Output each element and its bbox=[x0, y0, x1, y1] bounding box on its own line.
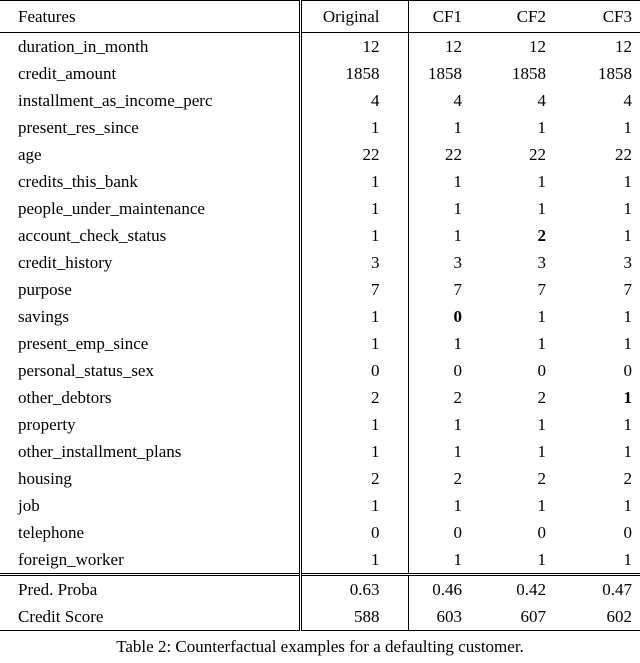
table-row bbox=[0, 60, 640, 87]
feature-name: other_debtors bbox=[0, 384, 300, 411]
feature-name: people_under_maintenance bbox=[0, 195, 300, 222]
value-cell: 3 bbox=[623, 253, 632, 272]
table-row bbox=[0, 330, 640, 357]
value-cell: 4 bbox=[623, 91, 632, 110]
value-cell: 22 bbox=[529, 145, 546, 164]
feature-name: present_res_since bbox=[0, 114, 300, 141]
value-cell: 0 bbox=[300, 357, 408, 384]
value-cell: 607 bbox=[470, 603, 554, 631]
value-cell: 1 bbox=[300, 411, 408, 438]
value-cell: 0 bbox=[453, 307, 462, 326]
header-column: CF2 bbox=[516, 7, 546, 26]
value-cell: 1 bbox=[623, 550, 632, 569]
value-cell: 1 bbox=[537, 415, 546, 434]
value-cell: 1 bbox=[623, 199, 632, 218]
value-cell: 7 bbox=[300, 276, 408, 303]
value-cell: 1 bbox=[537, 550, 546, 569]
table-row bbox=[0, 168, 640, 195]
value-cell: 1 bbox=[453, 550, 462, 569]
value-cell: 3 bbox=[300, 249, 408, 276]
value-cell: 7 bbox=[453, 280, 462, 299]
table-row bbox=[0, 575, 640, 604]
feature-name: property bbox=[0, 411, 300, 438]
header-row bbox=[0, 1, 640, 33]
header-features: Features bbox=[0, 1, 300, 33]
table-caption: Table 2: Counterfactual examples for a defaulting customer. bbox=[116, 637, 524, 656]
feature-name: personal_status_sex bbox=[0, 357, 300, 384]
value-cell: 2 bbox=[453, 469, 462, 488]
table-row bbox=[0, 303, 640, 330]
value-cell: 2 bbox=[537, 226, 546, 245]
header-column: Original bbox=[300, 1, 408, 33]
value-cell: 1 bbox=[453, 415, 462, 434]
value-cell: 0.63 bbox=[300, 575, 408, 604]
value-cell: 2 bbox=[300, 384, 408, 411]
value-cell: 7 bbox=[623, 280, 632, 299]
value-cell: 4 bbox=[537, 91, 546, 110]
feature-name: Credit Score bbox=[0, 603, 300, 631]
header-column: CF3 bbox=[602, 7, 632, 26]
value-cell: 1 bbox=[537, 442, 546, 461]
value-cell: 1 bbox=[300, 492, 408, 519]
value-cell: 0 bbox=[453, 361, 462, 380]
value-cell: 1 bbox=[300, 330, 408, 357]
value-cell: 2 bbox=[537, 388, 546, 407]
feature-name: purpose bbox=[0, 276, 300, 303]
table-row bbox=[0, 249, 640, 276]
feature-name: credits_this_bank bbox=[0, 168, 300, 195]
feature-name: other_installment_plans bbox=[0, 438, 300, 465]
feature-name: installment_as_income_perc bbox=[0, 87, 300, 114]
table-row bbox=[0, 384, 640, 411]
value-cell: 1 bbox=[300, 546, 408, 575]
value-cell: 1 bbox=[300, 195, 408, 222]
feature-name: housing bbox=[0, 465, 300, 492]
value-cell: 4 bbox=[453, 91, 462, 110]
feature-name: account_check_status bbox=[0, 222, 300, 249]
value-cell: 22 bbox=[445, 145, 462, 164]
table-row bbox=[0, 465, 640, 492]
value-cell: 0.42 bbox=[470, 575, 554, 604]
feature-name: credit_history bbox=[0, 249, 300, 276]
value-cell: 1 bbox=[453, 226, 462, 245]
value-cell: 12 bbox=[445, 37, 462, 56]
value-cell: 1 bbox=[623, 118, 632, 137]
table-row bbox=[0, 276, 640, 303]
value-cell: 1 bbox=[300, 168, 408, 195]
table-row bbox=[0, 195, 640, 222]
value-cell: 1 bbox=[623, 226, 632, 245]
value-cell: 0 bbox=[623, 523, 632, 542]
value-cell: 0.47 bbox=[554, 575, 640, 604]
value-cell: 1 bbox=[537, 118, 546, 137]
table-row bbox=[0, 492, 640, 519]
value-cell: 1 bbox=[623, 307, 632, 326]
value-cell: 22 bbox=[615, 145, 632, 164]
table-row bbox=[0, 519, 640, 546]
table-row bbox=[0, 114, 640, 141]
value-cell: 1 bbox=[453, 334, 462, 353]
value-cell: 1 bbox=[300, 114, 408, 141]
feature-name: Pred. Proba bbox=[0, 575, 300, 604]
value-cell: 1 bbox=[537, 172, 546, 191]
value-cell: 0 bbox=[453, 523, 462, 542]
value-cell: 12 bbox=[300, 33, 408, 61]
value-cell: 0 bbox=[300, 519, 408, 546]
value-cell: 1 bbox=[623, 388, 632, 407]
value-cell: 1 bbox=[453, 199, 462, 218]
feature-name: telephone bbox=[0, 519, 300, 546]
value-cell: 1 bbox=[453, 442, 462, 461]
table-row bbox=[0, 438, 640, 465]
value-cell: 12 bbox=[615, 37, 632, 56]
value-cell: 0.46 bbox=[408, 575, 470, 604]
value-cell: 3 bbox=[453, 253, 462, 272]
feature-name: present_emp_since bbox=[0, 330, 300, 357]
value-cell: 0 bbox=[537, 361, 546, 380]
table-footer bbox=[0, 575, 640, 631]
feature-name: foreign_worker bbox=[0, 546, 300, 575]
table-row bbox=[0, 33, 640, 61]
value-cell: 1 bbox=[623, 496, 632, 515]
value-cell: 22 bbox=[300, 141, 408, 168]
table-row bbox=[0, 222, 640, 249]
feature-name: age bbox=[0, 141, 300, 168]
value-cell: 2 bbox=[453, 388, 462, 407]
value-cell: 588 bbox=[300, 603, 408, 631]
value-cell: 1858 bbox=[512, 64, 546, 83]
value-cell: 2 bbox=[537, 469, 546, 488]
feature-name: savings bbox=[0, 303, 300, 330]
value-cell: 1 bbox=[623, 415, 632, 434]
value-cell: 3 bbox=[537, 253, 546, 272]
feature-name: credit_amount bbox=[0, 60, 300, 87]
value-cell: 1 bbox=[537, 496, 546, 515]
value-cell: 0 bbox=[623, 361, 632, 380]
value-cell: 1 bbox=[623, 172, 632, 191]
feature-name: job bbox=[0, 492, 300, 519]
value-cell: 12 bbox=[529, 37, 546, 56]
value-cell: 2 bbox=[300, 465, 408, 492]
value-cell: 1858 bbox=[598, 64, 632, 83]
value-cell: 4 bbox=[300, 87, 408, 114]
table-row bbox=[0, 87, 640, 114]
table-body bbox=[0, 33, 640, 575]
feature-name: duration_in_month bbox=[0, 33, 300, 61]
value-cell: 1 bbox=[453, 118, 462, 137]
value-cell: 1 bbox=[537, 199, 546, 218]
value-cell: 1 bbox=[453, 172, 462, 191]
table-header bbox=[0, 1, 640, 33]
table-row bbox=[0, 546, 640, 575]
value-cell: 602 bbox=[554, 603, 640, 631]
table-row bbox=[0, 411, 640, 438]
table-row bbox=[0, 357, 640, 384]
value-cell: 1 bbox=[300, 222, 408, 249]
value-cell: 1 bbox=[300, 438, 408, 465]
value-cell: 1 bbox=[623, 442, 632, 461]
header-column: CF1 bbox=[432, 7, 462, 26]
value-cell: 0 bbox=[537, 523, 546, 542]
value-cell: 1 bbox=[453, 496, 462, 515]
value-cell: 1 bbox=[623, 334, 632, 353]
value-cell: 1858 bbox=[300, 60, 408, 87]
table-row bbox=[0, 603, 640, 631]
value-cell: 1 bbox=[300, 303, 408, 330]
value-cell: 1 bbox=[537, 307, 546, 326]
value-cell: 2 bbox=[623, 469, 632, 488]
value-cell: 7 bbox=[537, 280, 546, 299]
value-cell: 1 bbox=[537, 334, 546, 353]
value-cell: 603 bbox=[408, 603, 470, 631]
table-row bbox=[0, 141, 640, 168]
value-cell: 1858 bbox=[428, 64, 462, 83]
